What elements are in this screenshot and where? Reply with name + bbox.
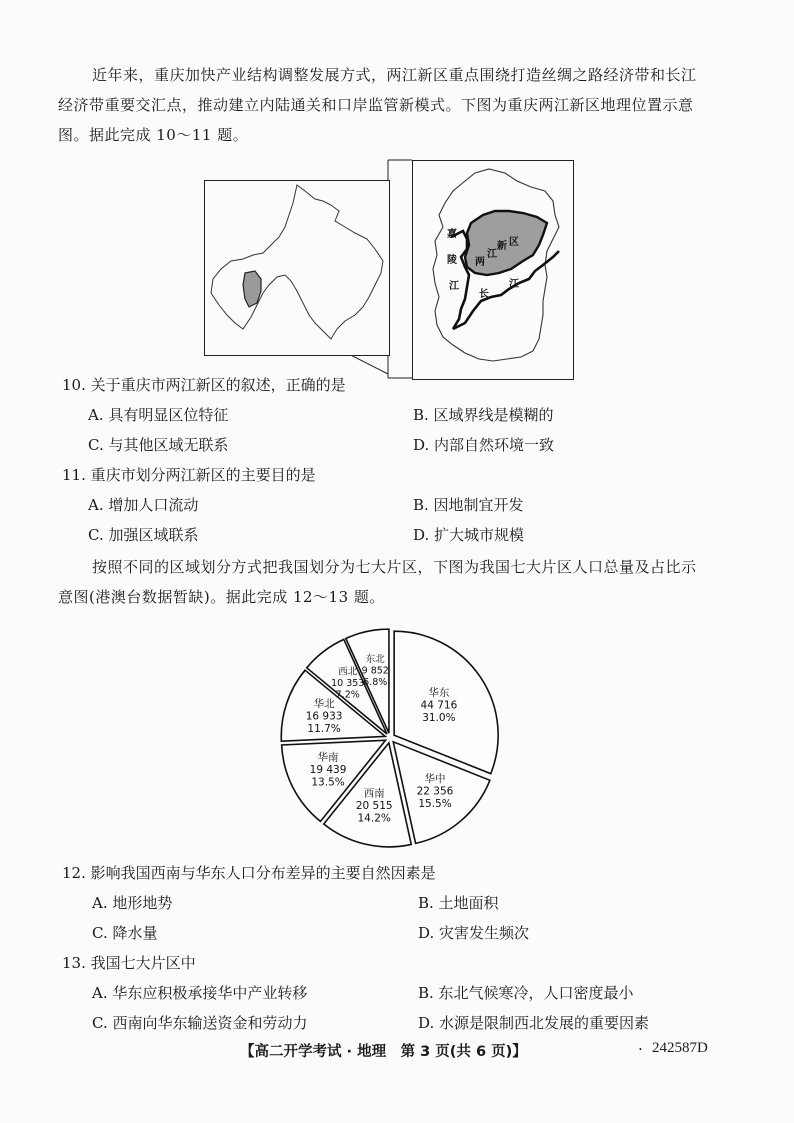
q11-option-c: C. 加强区域联系 bbox=[88, 526, 199, 544]
label-jia: 嘉 bbox=[447, 229, 457, 240]
q10-option-c: C. 与其他区域无联系 bbox=[88, 436, 229, 454]
intro-line-1: 近年来，重庆加快产业结构调整发展方式，两江新区重点围绕打造丝绸之路经济带和长江 bbox=[92, 66, 697, 84]
label-jiang2: 江 bbox=[487, 249, 497, 260]
pie-label-percent-6: 6.8% bbox=[363, 676, 388, 688]
label-chang: 长 bbox=[479, 289, 489, 300]
q12-option-b: B. 土地面积 bbox=[418, 894, 499, 912]
chongqing-map-box bbox=[204, 180, 390, 356]
footer-page-info: 【高二开学考试 · 地理 第 3 页(共 6 页)】 bbox=[240, 1044, 527, 1060]
footer-dot: · bbox=[638, 1040, 643, 1058]
q12-stem: 12. 影响我国西南与华东人口分布差异的主要自然因素是 bbox=[62, 864, 436, 882]
q13-option-d: D. 水源是限制西北发展的重要因素 bbox=[418, 1014, 650, 1032]
intro-line-2: 经济带重要交汇点，推动建立内陆通关和口岸监管新模式。下图为重庆两江新区地理位置示意 bbox=[58, 96, 694, 114]
label-xin: 新 bbox=[497, 241, 507, 252]
population-pie-chart bbox=[270, 618, 510, 858]
pie-label-percent-3: 13.5% bbox=[311, 776, 345, 789]
pie-label-percent-2: 14.2% bbox=[357, 812, 391, 825]
pie-label-value-2: 20 515 bbox=[355, 800, 393, 813]
label-liang: 两 bbox=[475, 257, 485, 268]
pie-label-name-5: 西北 bbox=[338, 666, 358, 678]
q12-option-c: C. 降水量 bbox=[92, 924, 158, 942]
liangjiang-detail-map-box bbox=[412, 160, 574, 380]
label-ling: 陵 bbox=[447, 255, 457, 266]
q13-option-c: C. 西南向华东输送资金和劳动力 bbox=[92, 1014, 308, 1032]
intro2-line-2: 意图(港澳台数据暂缺)。据此完成 12～13 题。 bbox=[58, 588, 385, 606]
chongqing-outline-map bbox=[205, 181, 389, 355]
map-connector-lines bbox=[0, 0, 794, 400]
label-jiang3: 江 bbox=[509, 279, 519, 290]
liangjiang-detail-map bbox=[413, 161, 573, 379]
pie-label-value-5: 10 353 bbox=[331, 678, 365, 690]
q12-option-d: D. 灾害发生频次 bbox=[418, 924, 530, 942]
pie-label-name-3: 华南 bbox=[317, 751, 339, 764]
pie-label-percent-5: 7.2% bbox=[335, 689, 360, 701]
q10-option-b: B. 区域界线是模糊的 bbox=[413, 406, 554, 424]
footer-code: 242587D bbox=[652, 1040, 708, 1056]
label-qu: 区 bbox=[509, 237, 519, 248]
pie-label-value-1: 22 356 bbox=[416, 785, 454, 798]
pie-label-name-1: 华中 bbox=[424, 772, 446, 785]
q10-stem: 10. 关于重庆市两江新区的叙述，正确的是 bbox=[62, 376, 346, 394]
q13-option-b: B. 东北气候寒冷，人口密度最小 bbox=[418, 984, 634, 1002]
pie-label-percent-4: 11.7% bbox=[307, 722, 341, 735]
q11-option-d: D. 扩大城市规模 bbox=[413, 526, 525, 544]
q11-option-b: B. 因地制宜开发 bbox=[413, 496, 524, 514]
q13-option-a: A. 华东应积极承接华中产业转移 bbox=[92, 984, 308, 1002]
pie-label-name-0: 华东 bbox=[428, 686, 450, 699]
q11-stem: 11. 重庆市划分两江新区的主要目的是 bbox=[62, 466, 316, 484]
label-jiang1: 江 bbox=[449, 281, 459, 292]
pie-label-percent-1: 15.5% bbox=[418, 797, 452, 810]
q10-option-a: A. 具有明显区位特征 bbox=[88, 406, 229, 424]
pie-label-name-2: 西南 bbox=[363, 787, 385, 800]
pie-label-value-6: 9 852 bbox=[361, 665, 389, 677]
pie-label-name-6: 东北 bbox=[365, 653, 385, 665]
pie-chart-svg bbox=[270, 618, 510, 858]
pie-label-percent-0: 31.0% bbox=[422, 711, 456, 724]
q10-option-d: D. 内部自然环境一致 bbox=[413, 436, 555, 454]
q12-option-a: A. 地形地势 bbox=[92, 894, 173, 912]
intro2-line-1: 按照不同的区域划分方式把我国划分为七大片区，下图为我国七大片区人口总量及占比示 bbox=[92, 558, 697, 576]
pie-label-name-4: 华北 bbox=[313, 697, 335, 710]
pie-label-value-4: 16 933 bbox=[305, 710, 343, 723]
pie-label-value-0: 44 716 bbox=[420, 699, 458, 712]
q11-option-a: A. 增加人口流动 bbox=[88, 496, 199, 514]
intro-line-3: 图。据此完成 10～11 题。 bbox=[58, 126, 249, 144]
pie-label-value-3: 19 439 bbox=[309, 763, 347, 776]
q13-stem: 13. 我国七大片区中 bbox=[62, 954, 196, 972]
